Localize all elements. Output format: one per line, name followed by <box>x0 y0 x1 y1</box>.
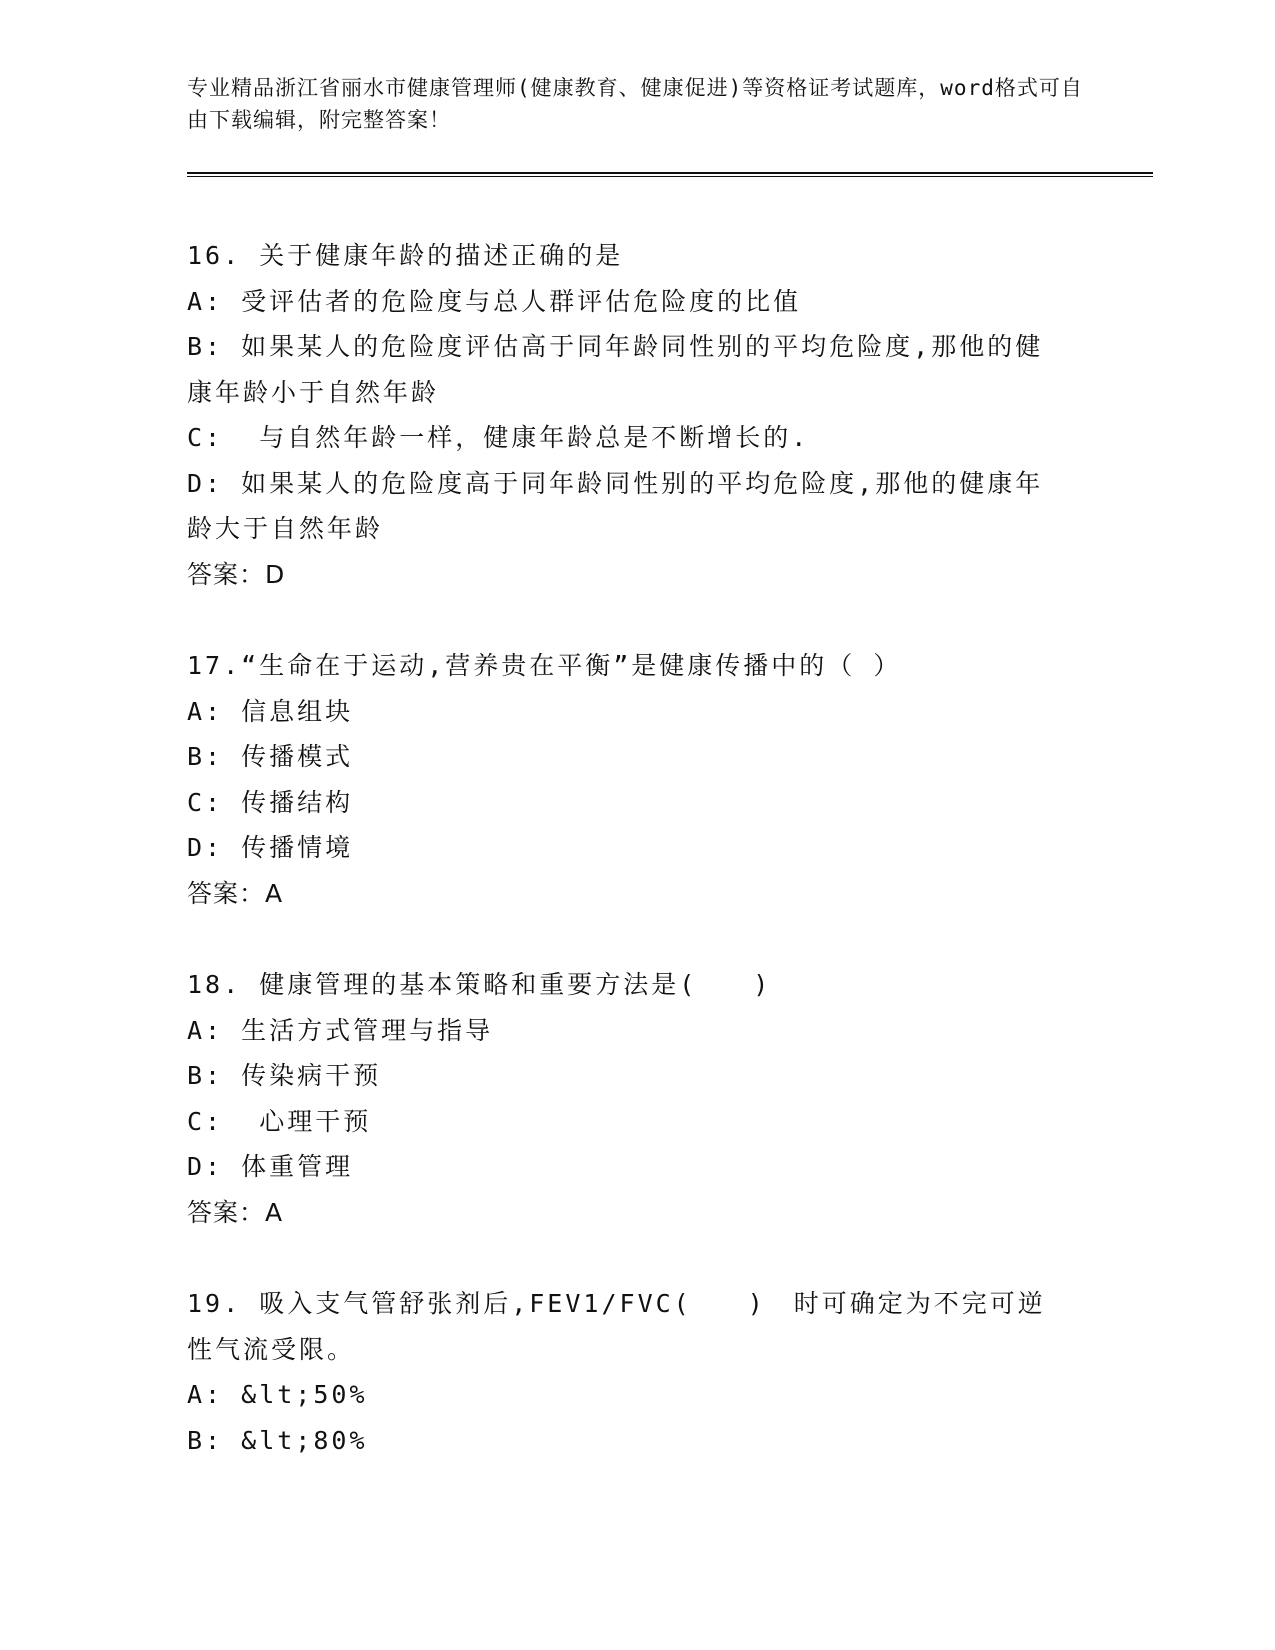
question-list <box>187 233 1147 1463</box>
question-19 <box>187 1281 1147 1463</box>
option-a: A: 信息组块 <box>187 696 354 726</box>
answer-text: 答案：D <box>187 559 286 589</box>
option-a: A: 生活方式管理与指导 <box>187 1015 494 1045</box>
option-a: A: 受评估者的危险度与总人群评估危险度的比值 <box>187 286 802 316</box>
option-d: D: 传播情境 <box>187 833 354 862</box>
question-18 <box>187 962 1147 1235</box>
document-header: 专业精品浙江省丽水市健康管理师(健康教育、健康促进)等资格证考试题库，word格式可自由下载编辑，附完整答案！ <box>187 76 1083 132</box>
document-page <box>187 72 1147 1509</box>
question-stem: 17.“生命在于运动,营养贵在平衡”是健康传播中的（ ） <box>187 651 902 680</box>
option-b: B: 如果某人的危险度评估高于同年龄同性别的平均危险度,那他的健康年龄小于自然年龄 <box>187 332 1044 407</box>
header-divider <box>187 172 1153 177</box>
question-16 <box>187 233 1147 597</box>
option-d: D: 体重管理 <box>187 1152 354 1181</box>
question-stem: 18. 健康管理的基本策略和重要方法是( ) <box>187 970 772 999</box>
answer-text: 答案：A <box>187 878 284 908</box>
option-b: B: &lt;80% <box>187 1425 368 1455</box>
option-c: C: 与自然年龄一样，健康年龄总是不断增长的. <box>187 423 810 452</box>
question-stem: 19. 吸入支气管舒张剂后,FEV1/FVC( ) 时可确定为不完可逆性气流受限。 <box>187 1289 1046 1364</box>
answer-text: 答案：A <box>187 1197 284 1227</box>
option-c: C: 心理干预 <box>187 1106 372 1136</box>
question-stem: 16. 关于健康年龄的描述正确的是 <box>187 241 624 270</box>
question-17 <box>187 643 1147 916</box>
option-b: B: 传播模式 <box>187 742 354 771</box>
option-b: B: 传染病干预 <box>187 1061 382 1090</box>
option-d: D: 如果某人的危险度高于同年龄同性别的平均危险度,那他的健康年龄大于自然年龄 <box>187 468 1044 543</box>
option-c: C: 传播结构 <box>187 787 354 817</box>
option-a: A: &lt;50% <box>187 1380 368 1409</box>
